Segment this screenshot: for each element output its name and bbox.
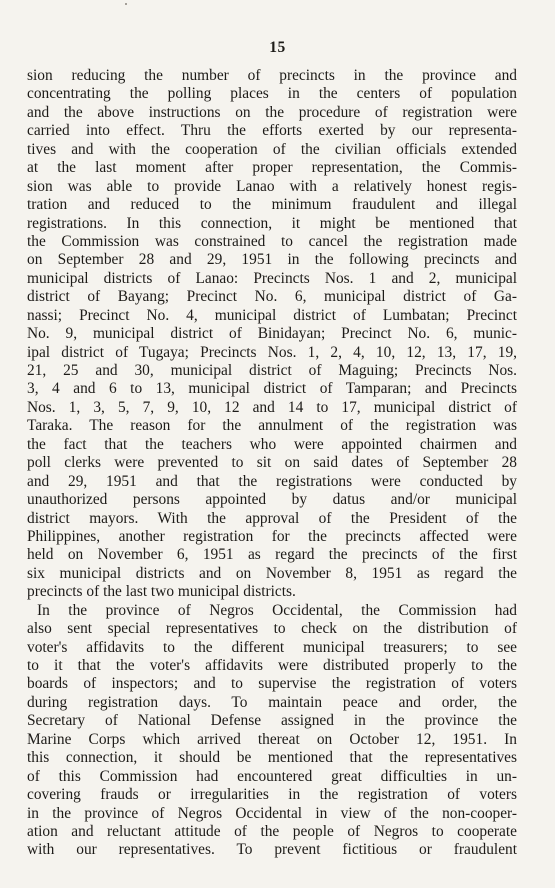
text-line: municipal districts of Lanao: Precincts Nos. 1 and 2, municipal: [27, 269, 517, 287]
text-line: ipal district of Tugaya; Precincts Nos. 1, 2, 4, 10, 12, 13, 17, 19,: [27, 343, 517, 361]
text-line: Taraka. The reason for the annulment of the registration was: [27, 417, 517, 435]
text-line: and 29, 1951 and that the registrations were conducted by: [27, 472, 517, 490]
text-line: voter's affidavits to the different municipal treasurers; to see: [27, 638, 517, 656]
text-line: registrations. In this connection, it might be mentioned that: [27, 214, 517, 232]
text-line: sion was able to provide Lanao with a relatively honest regis-: [27, 177, 517, 195]
scan-speck: [125, 3, 127, 5]
text-line: tration and reduced to the minimum fraudulent and illegal: [27, 196, 517, 214]
text-line: In the province of Negros Occidental, the Commission had: [37, 601, 517, 619]
body-text: [27, 67, 517, 860]
text-line: this connection, it should be mentioned that the representatives: [27, 749, 517, 767]
text-line: Secretary of National Defense assigned in the province the: [27, 712, 517, 730]
text-line: 3, 4 and 6 to 13, municipal district of Tamparan; and Precincts: [27, 380, 517, 398]
text-line: poll clerks were prevented to sit on said dates of September 28: [27, 454, 517, 472]
text-line: six municipal districts and on November 8, 1951 as regard the: [27, 564, 517, 582]
text-line: on September 28 and 29, 1951 in the following precincts and: [27, 251, 517, 269]
text-line: also sent special representatives to check on the distribution of: [27, 620, 517, 638]
text-line: concentrating the polling places in the centers of population: [27, 85, 517, 103]
text-line: the fact that the teachers who were appointed chairmen and: [27, 435, 517, 453]
text-line: No. 9, municipal district of Binidayan; Precinct No. 6, munic-: [27, 325, 517, 343]
text-line: ation and reluctant attitude of the people of Negros to cooperate: [27, 822, 517, 840]
text-line: tives and with the cooperation of the civilian officials extended: [27, 140, 517, 158]
text-line: district mayors. With the approval of the President of the: [27, 509, 517, 527]
text-line: covering frauds or irregularities in the registration of voters: [27, 786, 517, 804]
text-line: Nos. 1, 3, 5, 7, 9, 10, 12 and 14 to 17, municipal district of: [27, 398, 517, 416]
text-line: of this Commission had encountered great difficulties in un-: [27, 767, 517, 785]
text-line: during registration days. To maintain peace and order, the: [27, 693, 517, 711]
text-line: Philippines, another registration for the precincts affected were: [27, 527, 517, 545]
text-line: sion reducing the number of precincts in the province and: [27, 67, 517, 84]
text-line: and the above instructions on the procedure of registration were: [27, 103, 517, 121]
text-line: unauthorized persons appointed by datus and/or municipal: [27, 491, 517, 509]
text-line: Marine Corps which arrived thereat on October 12, 1951. In: [27, 730, 517, 748]
text-line: the Commission was constrained to cancel the registration made: [27, 232, 517, 250]
text-line: nassi; Precinct No. 4, municipal district of Lumbatan; Precinct: [27, 306, 517, 324]
text-line: carried into effect. Thru the efforts exerted by our representa-: [27, 122, 517, 140]
text-line: boards of inspectors; and to supervise the registration of voters: [27, 675, 517, 693]
text-line: with our representatives. To prevent fictitious or fraudulent: [27, 841, 517, 859]
text-line: at the last moment after proper representation, the Commis-: [27, 159, 517, 177]
page-number: 15: [269, 39, 286, 56]
text-line: in the province of Negros Occidental in view of the non-cooper-: [27, 804, 517, 822]
text-line: 21, 25 and 30, municipal district of Maguing; Precincts Nos.: [27, 362, 517, 379]
text-line: to it that the voter's affidavits were distributed properly to the: [27, 657, 517, 674]
text-line: precincts of the last two municipal districts.: [27, 583, 296, 601]
text-line: district of Bayang; Precinct No. 6, municipal district of Ga-: [27, 288, 517, 306]
text-line: held on November 6, 1951 as regard the precincts of the first: [27, 546, 517, 564]
